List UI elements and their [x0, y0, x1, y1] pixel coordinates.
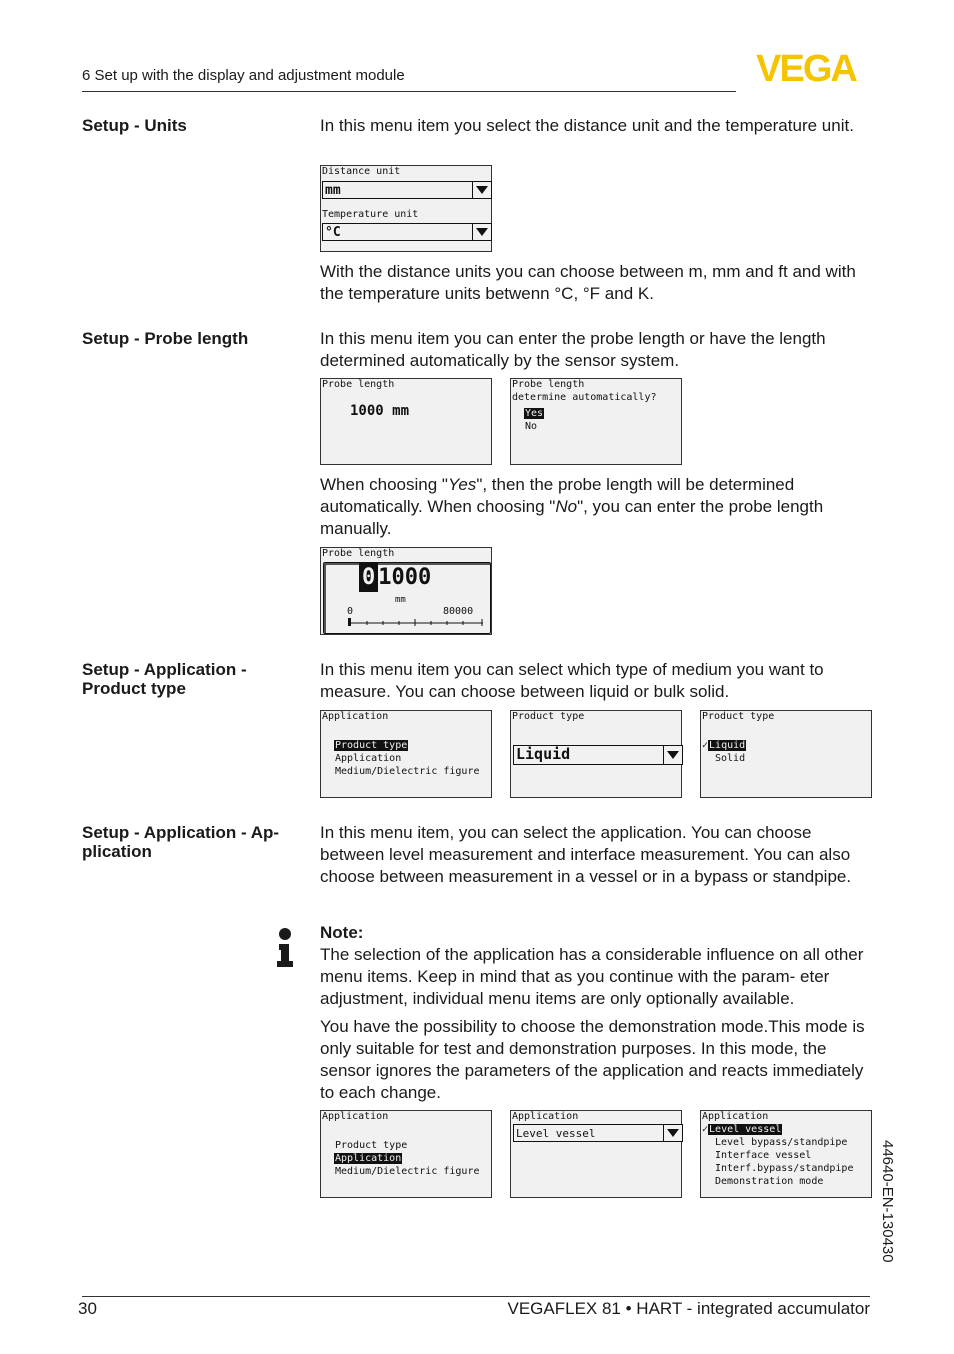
checkmark-icon: ✓: [702, 1124, 709, 1135]
option-no[interactable]: No: [525, 421, 538, 432]
dropdown-arrow-icon: [472, 182, 491, 198]
probe-length-edit-screen: [320, 547, 492, 635]
application-value: Level vessel: [516, 1127, 596, 1140]
probe-heading: Setup - Probe length: [82, 329, 249, 348]
vega-logo: [740, 52, 872, 84]
menu-item-medium[interactable]: Medium/Dielectric figure: [335, 1166, 480, 1177]
footer-rule: [82, 1296, 870, 1297]
units-intro: In this menu item you select the distance unit and the temperature unit.: [320, 116, 854, 135]
temperature-unit-label: Temperature unit: [322, 209, 419, 220]
screen-title: Application: [322, 711, 389, 722]
menu-item-medium[interactable]: Medium/Dielectric figure: [335, 766, 480, 777]
application-menu-screen: [320, 710, 492, 798]
screen-title: Product type: [702, 711, 775, 722]
info-icon: [276, 927, 296, 969]
application-menu-screen-2: [320, 1110, 492, 1198]
temperature-unit-dropdown[interactable]: [322, 223, 492, 241]
screen-title: Product type: [512, 711, 585, 722]
probe-length-screen: [320, 378, 492, 465]
application-list-screen: [700, 1110, 872, 1198]
screen-title: Application: [702, 1111, 769, 1122]
distance-unit-value: mm: [325, 183, 341, 198]
product-type-value: Liquid: [516, 745, 571, 763]
screen-title: Probe length: [322, 548, 395, 559]
screen-title: Application: [322, 1111, 389, 1122]
scale-bar: [347, 618, 487, 628]
option-solid[interactable]: Solid: [715, 753, 746, 764]
application-select-screen: [510, 1110, 682, 1198]
product-type-dropdown[interactable]: [513, 745, 683, 765]
product-heading: Setup - Application - Product type: [82, 660, 247, 698]
screen-title: Probe length: [512, 379, 585, 390]
header-rule: [82, 91, 736, 92]
dropdown-arrow-icon: [663, 1125, 682, 1141]
application-intro: In this menu item, you can select the application. You can choose between level measurement and interface measurement. You can also choose between measurement in a vessel or in a bypass or standpipe.: [320, 823, 852, 886]
option-liquid[interactable]: Liquid: [709, 740, 746, 751]
section-header: 6 Set up with the display and adjustment module: [82, 67, 405, 84]
scale-min: 0: [347, 606, 354, 617]
checkmark-icon: ✓: [702, 740, 709, 751]
screen-title: Application: [512, 1111, 579, 1122]
dropdown-arrow-icon: [663, 746, 682, 764]
distance-unit-dropdown[interactable]: [322, 181, 492, 199]
option-interface-bypass[interactable]: Interf.bypass/standpipe: [715, 1163, 854, 1174]
scale-max: 80000: [443, 606, 474, 617]
probe-auto-screen: [510, 378, 682, 465]
option-level-vessel[interactable]: Level vessel: [709, 1124, 782, 1135]
logo-text: VEGA: [756, 52, 856, 84]
edit-unit: mm: [395, 595, 406, 605]
product-type-list-screen: [700, 710, 872, 798]
units-heading: Setup - Units: [82, 116, 187, 135]
probe-intro: In this menu item you can enter the probe length or have the length determined automatically by the sensor system.: [320, 329, 826, 370]
option-yes[interactable]: Yes: [525, 408, 544, 419]
note-text: The selection of the application has a considerable influence on all other menu items. Keep in mind that as you continue with the param- eter adjustment, individual menu items are only optionally available.: [320, 945, 864, 1008]
product-type-screen: [510, 710, 682, 798]
option-level-bypass[interactable]: Level bypass/standpipe: [715, 1137, 848, 1148]
demo-text: You have the possibility to choose the demonstration mode.This mode is only suitable for test and demonstration purposes. In this mode, the sensor ignores the parameters of the application and reacts immediately to each change.: [320, 1017, 865, 1102]
probe-choose-text: When choosing "Yes", then the probe length will be determined automatically. When choosing "No", you can enter the probe length manually.: [320, 475, 824, 538]
product-intro: In this menu item you can select which type of medium you want to measure. You can choose between liquid or bulk solid.: [320, 660, 824, 701]
option-demonstration-mode[interactable]: Demonstration mode: [715, 1176, 824, 1187]
probe-auto-question: determine automatically?: [512, 392, 657, 403]
edit-value: 1000: [378, 565, 432, 590]
note-title: Note:: [320, 923, 364, 942]
application-heading: Setup - Application - Ap- plication: [82, 823, 280, 861]
note-block: [320, 922, 868, 1104]
edit-cursor-digit[interactable]: 0: [359, 563, 378, 592]
units-screen: [320, 165, 492, 252]
probe-length-value: 1000 mm: [350, 403, 410, 419]
application-dropdown[interactable]: [513, 1124, 683, 1142]
screen-title: Probe length: [322, 379, 395, 390]
option-interface-vessel[interactable]: Interface vessel: [715, 1150, 812, 1161]
page-number: 30: [78, 1299, 97, 1318]
temperature-unit-value: °C: [325, 225, 341, 240]
menu-item-application[interactable]: Application: [335, 753, 402, 764]
menu-item-application[interactable]: Application: [335, 1153, 402, 1164]
dropdown-arrow-icon: [472, 224, 491, 240]
distance-unit-label: Distance unit: [322, 166, 401, 177]
units-after: With the distance units you can choose between m, mm and ft and with the temperature units betwenn °C, °F and K.: [320, 262, 856, 303]
product-name: VEGAFLEX 81 • HART - integrated accumulator: [507, 1299, 870, 1318]
menu-item-product-type[interactable]: Product type: [335, 1140, 408, 1151]
menu-item-product-type[interactable]: Product type: [335, 740, 408, 751]
document-number: 44640-EN-130430: [879, 1140, 896, 1263]
